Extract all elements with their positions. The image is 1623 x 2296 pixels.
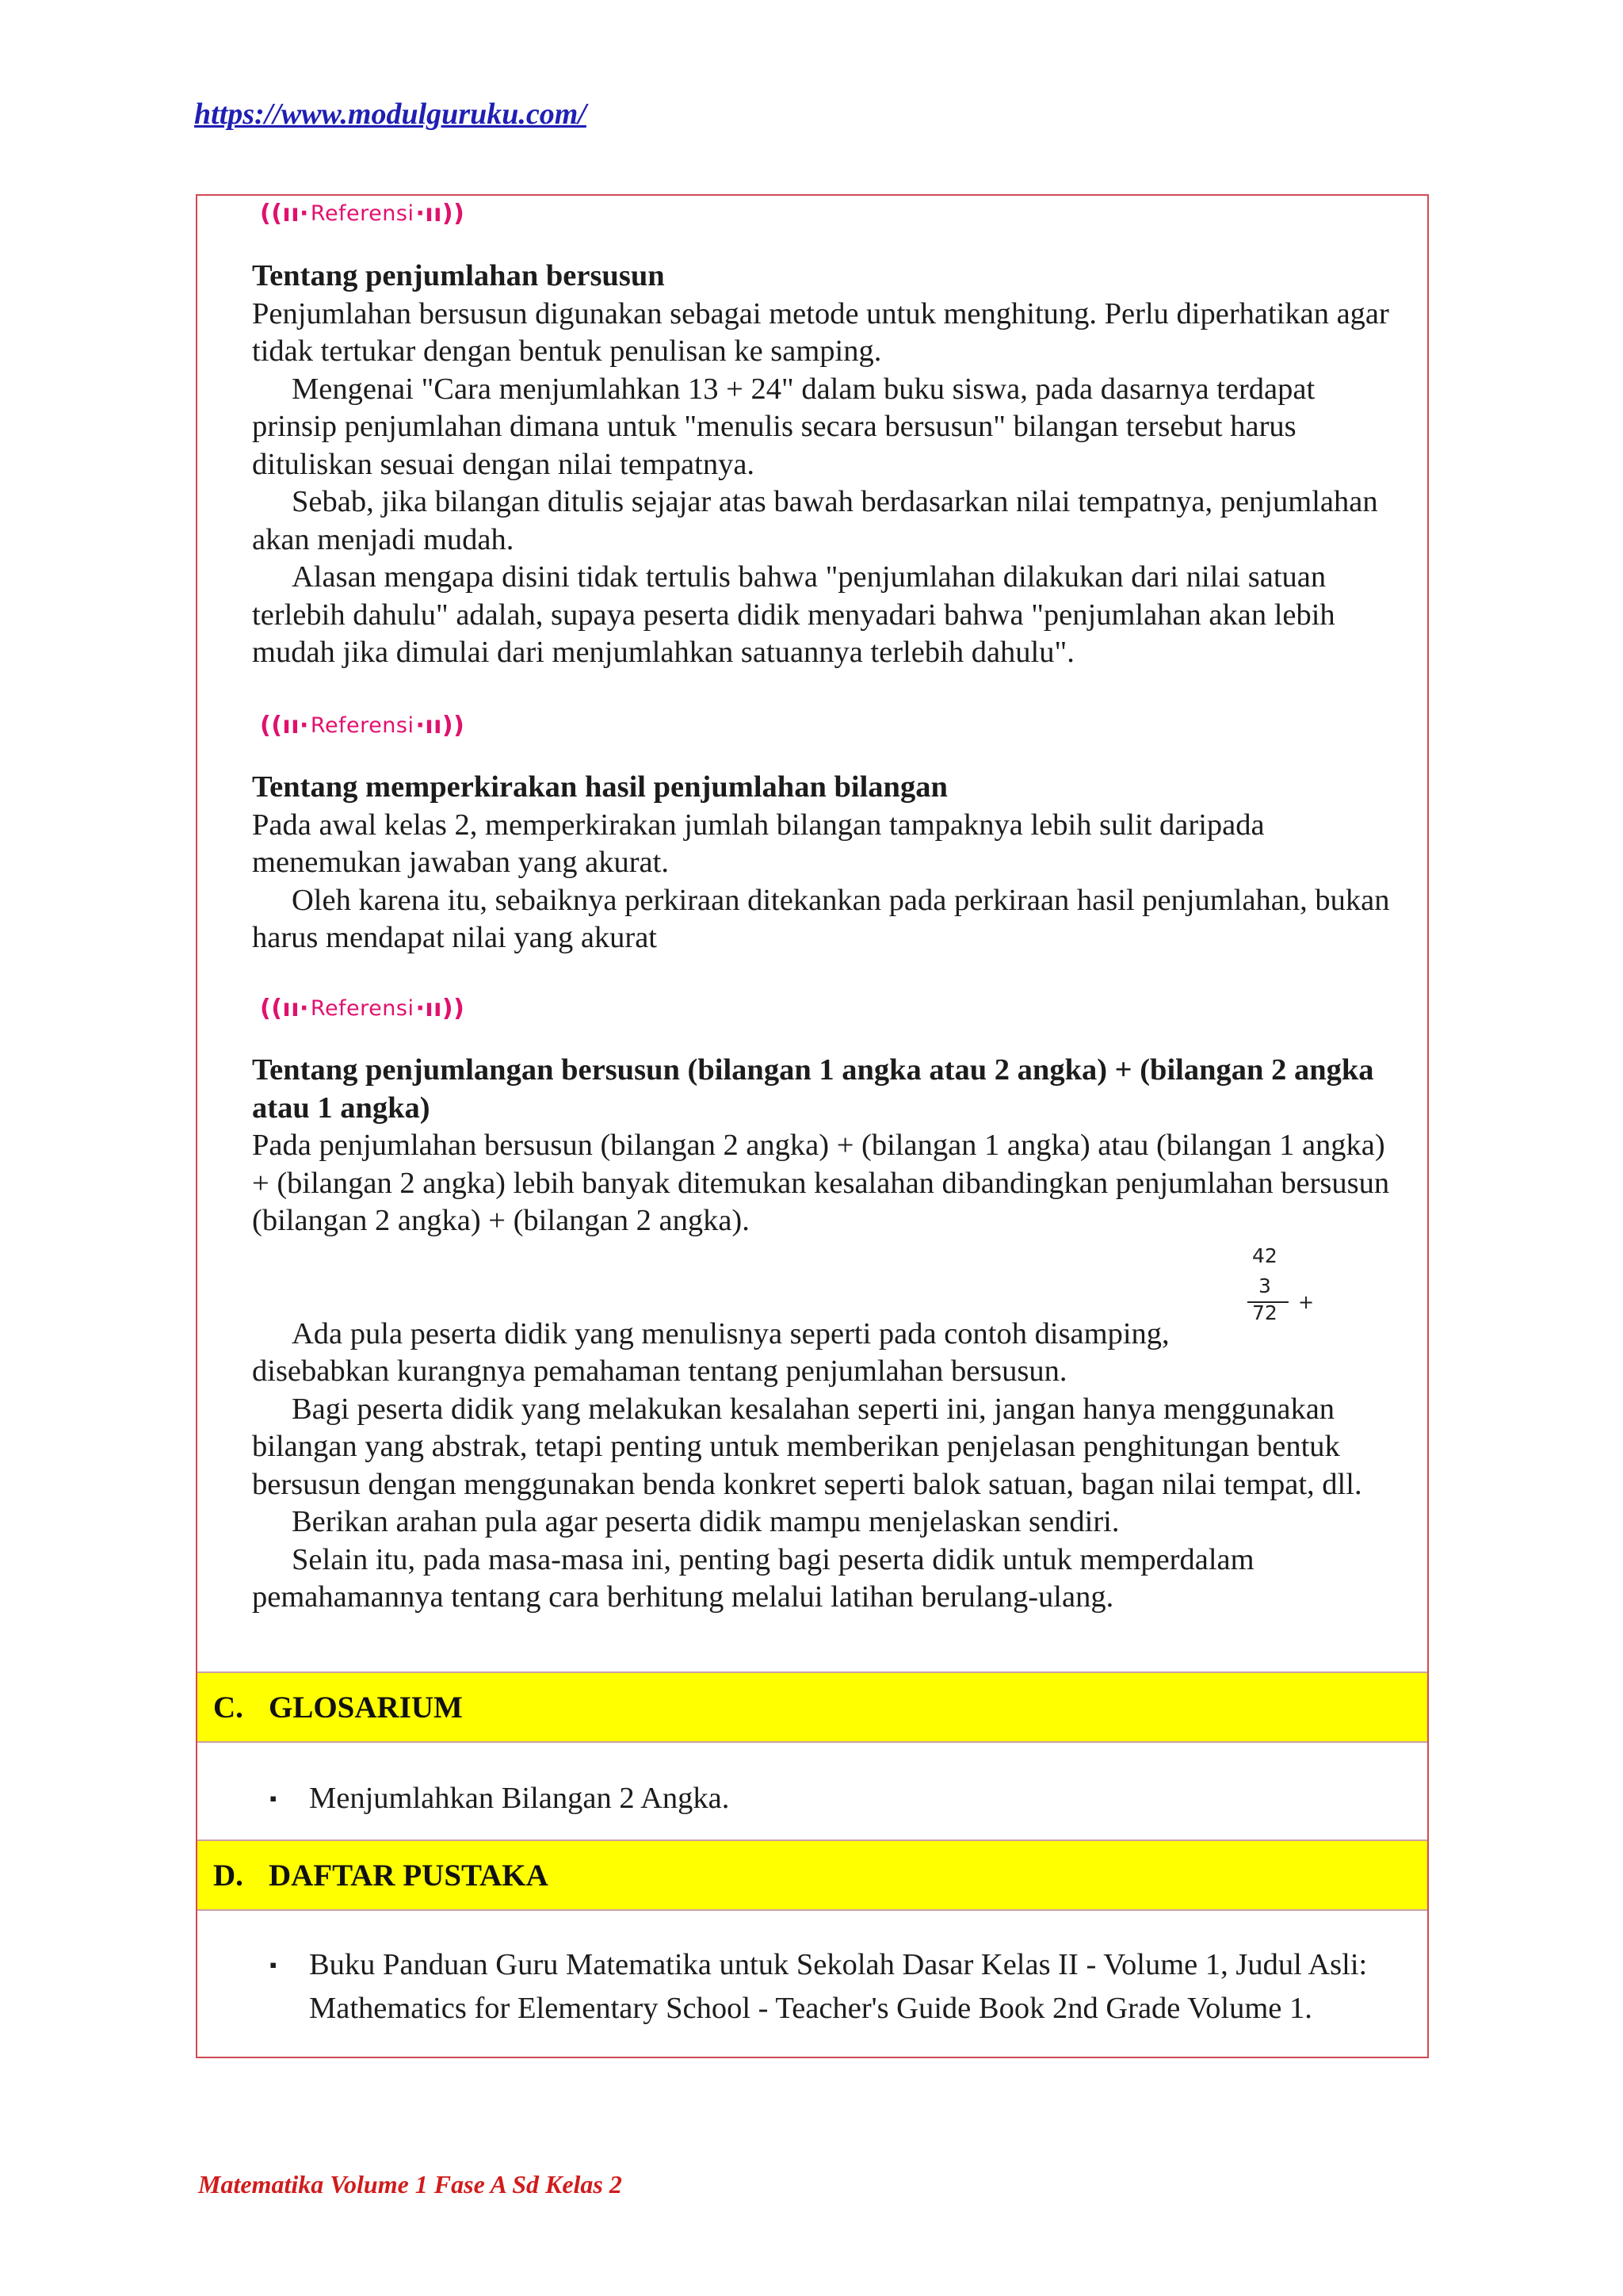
sound-wave-right-icon: ·ıı)): [415, 200, 465, 227]
daftar-pustaka-header: [197, 1839, 1427, 1911]
paragraph: Mengenai "Cara menjumlahkan 13 + 24" dalam buku siswa, pada dasarnya terdapat prinsip penjumlahan dimana untuk "menulis secara bersusun" bilangan tersebut harus dituliskan sesuai dengan nilai tempatnya.: [252, 372, 1316, 481]
paragraph: Bagi peserta didik yang melakukan kesalahan seperti ini, jangan hanya menggunakan bilangan yang abstrak, tetapi penting untuk memberikan penjelasan penghitungan bentuk bersusun dengan menggunakan benda konkret seperti balok satuan, bagan nilai tempat, dll.: [252, 1392, 1362, 1501]
section-title: Tentang penjumlangan bersusun (bilangan 1 angka atau 2 angka) + (bilangan 2 angka atau 1 angka): [252, 1053, 1374, 1125]
section-heading: GLOSARIUM: [269, 1690, 463, 1725]
paragraph: Sebab, jika bilangan ditulis sejajar atas bawah berdasarkan nilai tempatnya, penjumlahan akan menjadi mudah.: [252, 485, 1378, 556]
paragraph: Pada awal kelas 2, memperkirakan jumlah bilangan tampaknya lebih sulit daripada menemukan jawaban yang akurat.: [252, 808, 1265, 879]
paragraph: Ada pula peserta didik yang menulisnya seperti pada contoh disamping, disebabkan kurangnya pemahaman tentang penjumlahan bersusun.: [252, 1316, 1170, 1388]
paragraph: Pada penjumlahan bersusun (bilangan 2 angka) + (bilangan 1 angka) atau (bilangan 1 angka) + (bilangan 2 angka) lebih banyak ditemukan kesalahan dibandingkan penjumlahan bersusun (bilangan 2 angka) + (bilangan 2 angka).: [252, 1129, 1390, 1237]
page-footer: Matematika Volume 1 Fase A Sd Kelas 2: [198, 2170, 622, 2199]
referensi-badge-2: [260, 712, 464, 739]
referensi-label: Referensi: [310, 713, 414, 738]
glosarium-item-text: Menjumlahkan Bilangan 2 Angka.: [309, 1782, 730, 1815]
sound-wave-right-icon: ·ıı)): [415, 712, 465, 739]
glosarium-header: [197, 1671, 1427, 1743]
addend-top: 42: [1252, 1244, 1277, 1267]
paragraph: Oleh karena itu, sebaiknya perkiraan ditekankan pada perkiraan hasil penjumlahan, bukan harus mendapat nilai yang akurat: [252, 883, 1390, 954]
section-title: Tentang memperkirakan hasil penjumlahan bilangan: [252, 770, 948, 804]
sound-wave-right-icon: ·ıı)): [415, 995, 465, 1022]
plus-sign: +: [1298, 1291, 1315, 1313]
glosarium-item: [269, 1777, 1426, 1820]
referensi-label: Referensi: [310, 996, 414, 1021]
referensi-badge-1: [260, 200, 464, 227]
paragraph: Berikan arahan pula agar peserta didik mampu menjelaskan sendiri.: [292, 1505, 1120, 1538]
section-title: Tentang penjumlahan bersusun: [252, 259, 665, 292]
section-penjumlahan-bersusun: [252, 258, 1393, 672]
section-penjumlahan-campuran: [252, 1052, 1393, 1617]
section-letter: D.: [213, 1858, 243, 1893]
paragraph: Selain itu, pada masa-masa ini, penting bagi peserta didik untuk memperdalam pemahamannya tentang cara berhitung melalui latihan berulang-ulang.: [252, 1542, 1254, 1614]
paragraph: Penjumlahan bersusun digunakan sebagai metode untuk menghitung. Perlu diperhatikan agar tidak tertukar dengan bentuk penulisan ke samping.: [252, 296, 1389, 368]
site-url-link[interactable]: https://www.modulguruku.com/: [194, 97, 586, 131]
sound-wave-left-icon: ((ıı·: [260, 995, 309, 1022]
referensi-badge-3: [260, 995, 464, 1022]
section-memperkirakan-hasil: [252, 769, 1393, 957]
daftar-pustaka-item: [269, 1943, 1426, 2030]
daftar-pustaka-item-text: Buku Panduan Guru Matematika untuk Sekolah Dasar Kelas II - Volume 1, Judul Asli: Mathematics for Elementary School - Teacher's Guide Book 2nd Grade Volume 1.: [309, 1948, 1368, 2025]
paragraph: Alasan mengapa disini tidak tertulis bahwa "penjumlahan dilakukan dari nilai satuan terlebih dahulu" adalah, supaya peserta didik menyadari bahwa "penjumlahan akan lebih mudah jika dimulai dari menjumlahkan satuannya terlebih dahulu".: [252, 560, 1335, 669]
addend-bottom: 3: [1258, 1274, 1271, 1297]
section-heading: DAFTAR PUSTAKA: [269, 1858, 548, 1893]
wrong-column-addition-example: [1252, 1241, 1315, 1328]
bullet-icon: ▪: [269, 1787, 277, 1810]
sound-wave-left-icon: ((ıı·: [260, 712, 309, 739]
section-letter: C.: [213, 1690, 243, 1725]
sound-wave-left-icon: ((ıı·: [260, 200, 309, 227]
referensi-label: Referensi: [310, 201, 414, 226]
bullet-icon: ▪: [269, 1954, 277, 1977]
sum-result: 72: [1252, 1301, 1277, 1324]
